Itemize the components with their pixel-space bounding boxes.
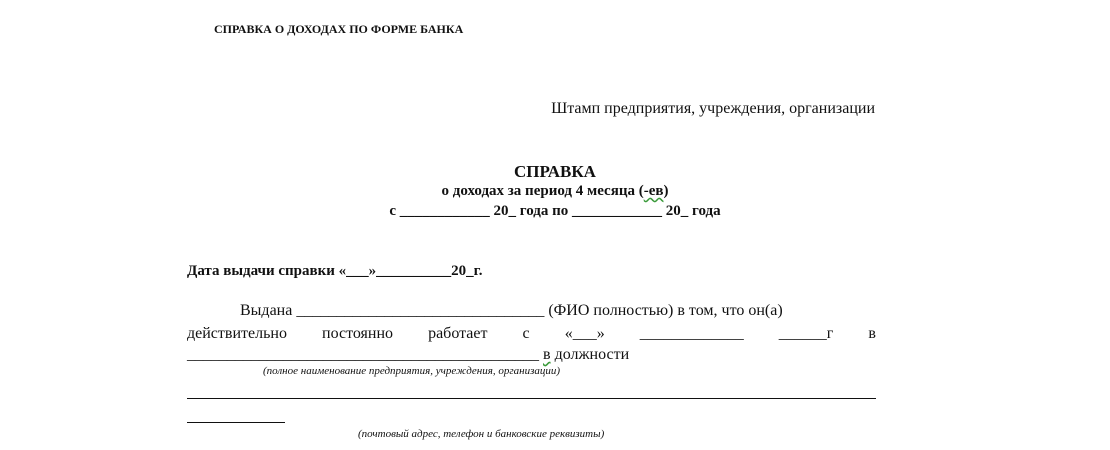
word-since: с (522, 325, 530, 342)
body-line-3 (187, 346, 629, 364)
organization-blank[interactable]: ____________________________________________ (187, 346, 539, 363)
subtitle-suffix: -ев (643, 183, 664, 199)
word-really: действительно (187, 325, 287, 342)
document-title: СПРАВКА (514, 162, 596, 181)
subtitle-main: о доходах за период 4 месяца ( (441, 183, 644, 199)
issue-date-line: Дата выдачи справки «___»__________20_г. (187, 263, 483, 279)
address-line-rule-short[interactable] (187, 422, 285, 423)
body-line-2 (187, 325, 876, 343)
bank-form-title: СПРАВКА О ДОХОДАХ ПО ФОРМЕ БАНКА (214, 22, 464, 36)
org-name-caption: (полное наименование предприятия, учреждения, организации) (263, 365, 561, 377)
start-month-blank[interactable]: _____________ (639, 325, 744, 342)
position-in: в (543, 346, 551, 363)
stamp-label: Штамп предприятия, учреждения, организации (551, 100, 875, 117)
document-subtitle (0, 183, 1110, 200)
period-line: с ____________ 20_ года по ____________ 20_ года (389, 203, 721, 219)
start-day-blank[interactable]: «___» (564, 325, 605, 342)
address-line-rule[interactable] (187, 398, 876, 399)
position-label: должности (550, 346, 630, 363)
subtitle-end: ) (663, 183, 669, 199)
word-in: в (868, 325, 876, 342)
full-name-blank[interactable]: _______________________________ (296, 302, 545, 319)
full-name-label: (ФИО полностью) в том, что он(а) (544, 302, 783, 319)
address-caption: (почтовый адрес, телефон и банковские реквизиты) (358, 428, 605, 440)
word-works: работает (428, 325, 488, 342)
body-line-1 (240, 302, 783, 320)
issued-to-label: Выдана (240, 302, 297, 319)
start-year-blank[interactable]: ______г (778, 325, 834, 342)
word-permanently: постоянно (322, 325, 394, 342)
